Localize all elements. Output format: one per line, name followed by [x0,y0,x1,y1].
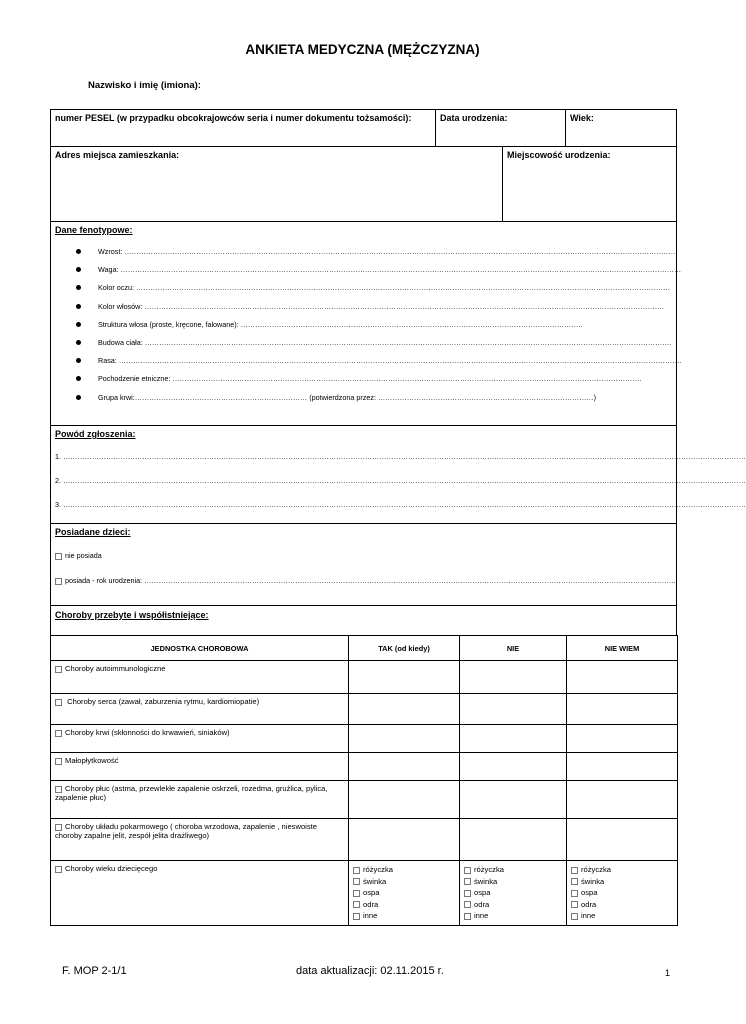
option-rubella[interactable]: różyczka [571,864,673,876]
no-cell[interactable] [460,781,567,819]
page-number: 1 [665,968,671,978]
unknown-cell[interactable] [567,781,678,819]
disease-name: Choroby układu pokarmowego ( choroba wrzodowa, zapalenie , nieswoiste choroby zapalne jelit, zespół jelita drażliwego) [55,822,317,840]
option-chickenpox[interactable]: ospa [353,887,455,899]
children-has-option[interactable]: posiada - rok urodzenia: …………………………………………………………………………………………………………………………………………………………………………………………………… [55,576,670,585]
option-chickenpox[interactable]: ospa [464,887,562,899]
option-measles[interactable]: odra [571,899,673,911]
unknown-cell[interactable] [567,819,678,861]
table-row [51,781,678,819]
form-code: F. MOP 2-1/1 [62,965,127,977]
disease-name: Małopłytkowość [65,756,119,765]
column-header: NIE [460,636,567,661]
checkbox-icon[interactable] [55,699,62,706]
disease-name: Choroby autoimmunologiczne [65,664,166,673]
option-mumps[interactable]: świnka [353,876,455,888]
column-header: TAK (od kiedy) [349,636,460,661]
table-row [51,753,678,781]
pesel-label: numer PESEL (w przypadku obcokrajowców seria i numer dokumentu tożsamości): [55,113,412,123]
unknown-cell[interactable] [567,694,678,725]
checkbox-icon [55,578,62,585]
no-cell[interactable] [460,694,567,725]
table-row [51,661,678,694]
disease-name: Choroby krwi (skłonności do krwawień, siniaków) [65,728,230,737]
checkbox-icon[interactable] [55,666,62,673]
option-rubella[interactable]: różyczka [353,864,455,876]
phenotype-item[interactable]: Rasa: ………………………………………………………………………………………………………………………………………………………………………………………………………………. [76,356,681,374]
yes-cell[interactable] [349,661,460,694]
reason-line-3[interactable]: 3. …………………………………………………………………………………………………………………………………………………………………………………………………………………………………………………………… [55,500,746,509]
children-heading: Posiadane dzieci: [55,527,131,537]
disease-name: Choroby wieku dziecięcego [65,864,158,873]
option-other[interactable]: inne [571,910,673,922]
phenotype-item[interactable]: Grupa krwi:……………………………………………………………… (potwierdzona przez: ………………………………………………………………………………) [76,393,681,411]
unknown-cell[interactable] [567,661,678,694]
reason-heading: Powód zgłoszenia: [55,429,136,439]
option-mumps[interactable]: świnka [464,876,562,888]
children-section [50,523,677,606]
unknown-options [567,861,678,926]
option-measles[interactable]: odra [353,899,455,911]
table-row [51,725,678,753]
children-none-option[interactable]: nie posiada [55,551,102,560]
phenotype-list [76,247,681,411]
phenotype-item[interactable]: Waga: ……………………………………………………………………………………………………………………………………………………………………………………………………………… [76,265,681,283]
option-other[interactable]: inne [464,910,562,922]
disease-name: Choroby płuc (astma, przewlekłe zapalenie oskrzeli, rozedma, gruźlica, pylica, zapalenie płuc) [55,784,328,802]
disease-name: Choroby serca (zawał, zaburzenia rytmu, kardiomiopatie) [65,697,260,706]
page-title: ANKIETA MEDYCZNA (MĘŻCZYZNA) [245,42,480,57]
birth-place-label: Miejscowość urodzenia: [507,150,611,160]
yes-cell[interactable] [349,694,460,725]
column-header: NIE WIEM [567,636,678,661]
table-row [51,694,678,725]
phenotype-item[interactable]: Kolor włosów: ………………………………………………………………………………………………………………………………………………………………………………………………. [76,302,681,320]
checkbox-icon[interactable] [55,730,62,737]
unknown-cell[interactable] [567,753,678,781]
table-row [51,819,678,861]
option-measles[interactable]: odra [464,899,562,911]
phenotype-item[interactable]: Struktura włosa (proste, kręcone, falowane): …………………………………………………………………………………………………………………………….. [76,320,681,338]
reason-line-2[interactable]: 2. …………………………………………………………………………………………………………………………………………………………………………………………………………………………………………………………… [55,476,746,485]
birth-date-label: Data urodzenia: [440,113,508,123]
phenotype-item[interactable]: Budowa ciała: …………………………………………………………………………………………………………………………………………………………………………………………………. [76,338,681,356]
reason-line-1[interactable]: 1. …………………………………………………………………………………………………………………………………………………………………………………………………………………………………………………………… [55,452,746,461]
option-other[interactable]: inne [353,910,455,922]
unknown-cell[interactable] [567,725,678,753]
yes-cell[interactable] [349,781,460,819]
no-cell[interactable] [460,661,567,694]
update-date: data aktualizacji: 02.11.2015 r. [296,965,444,977]
yes-cell[interactable] [349,819,460,861]
yes-cell[interactable] [349,725,460,753]
no-cell[interactable] [460,819,567,861]
phenotype-item[interactable]: Kolor oczu: ……………………………………………………………………………………………………………………………………………………………………………………………………. [76,283,681,301]
phenotype-item[interactable]: Wzrost: …………………………………………………………………………………………………………………………………………………………………………………………………………… [76,247,681,265]
reason-section [50,425,746,524]
phenotype-heading: Dane fenotypowe: [55,225,133,235]
diseases-heading: Choroby przebyte i współistniejące: [55,610,209,620]
address-label: Adres miejsca zamieszkania: [55,150,180,160]
table-header-row [51,636,678,661]
diseases-table [50,635,678,926]
checkbox-icon[interactable] [55,824,62,831]
table-row-childhood [51,861,678,926]
option-chickenpox[interactable]: ospa [571,887,673,899]
checkbox-icon[interactable] [55,786,62,793]
checkbox-icon[interactable] [55,866,62,873]
phenotype-item[interactable]: Pochodzenie etniczne: ……………………………………………………………………………………………………………………………………………………………………………. [76,374,681,392]
no-cell[interactable] [460,725,567,753]
column-header: JEDNOSTKA CHOROBOWA [51,636,349,661]
age-label: Wiek: [570,113,594,123]
yes-cell[interactable] [349,753,460,781]
checkbox-icon [55,553,62,560]
option-rubella[interactable]: różyczka [464,864,562,876]
name-field-label: Nazwisko i imię (imiona): [88,80,201,91]
option-mumps[interactable]: świnka [571,876,673,888]
no-options [460,861,567,926]
yes-options [349,861,460,926]
checkbox-icon[interactable] [55,758,62,765]
no-cell[interactable] [460,753,567,781]
